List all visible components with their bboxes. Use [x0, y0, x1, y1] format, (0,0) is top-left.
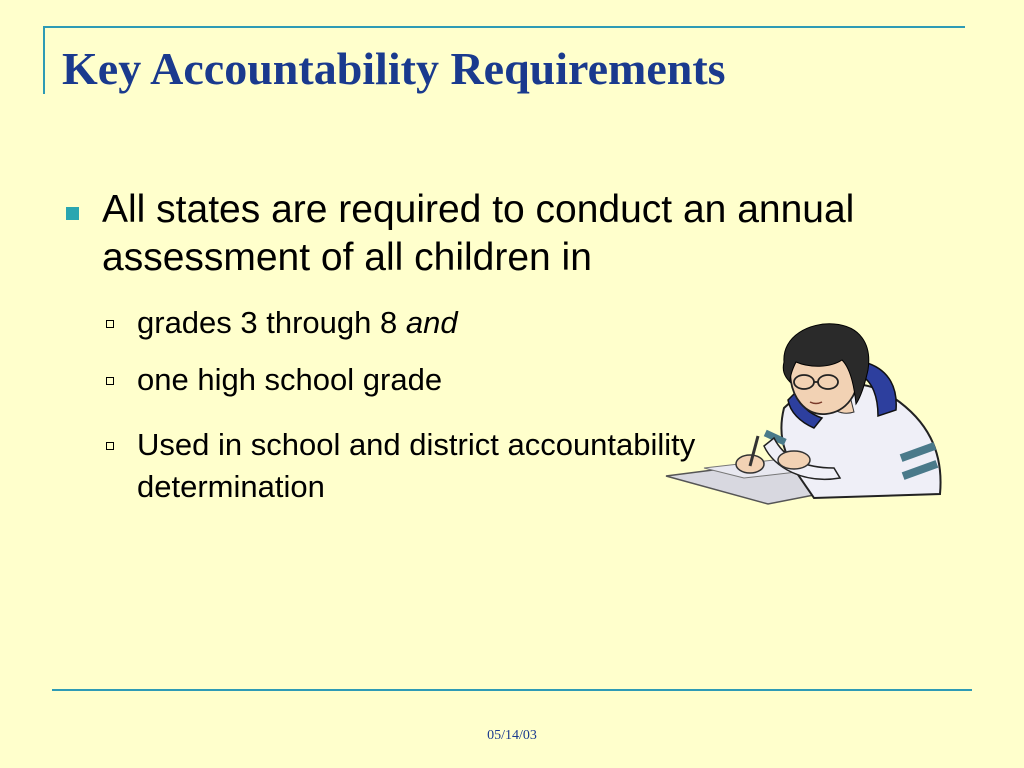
footer-date: 05/14/03 [487, 728, 537, 743]
hollow-square-bullet-icon [106, 377, 114, 385]
sub-bullet-high-school: one high school grade [137, 362, 443, 397]
square-bullet-icon [66, 207, 79, 220]
top-frame-line [43, 26, 965, 28]
sub-bullet-grades-emphasis: and [405, 305, 458, 340]
sub-bullet-grades [137, 303, 458, 343]
bottom-frame-line [52, 689, 972, 691]
main-bullet-text: All states are required to conduct an annual assessment of all children in [102, 188, 855, 279]
left-frame-line [43, 26, 45, 94]
student-writing-illustration-icon [664, 318, 954, 508]
sub-bullet-accountability: Used in school and district accountability determination [137, 427, 696, 504]
hollow-square-bullet-icon [106, 442, 114, 450]
sub-bullet-grades-text: grades 3 through 8 [137, 305, 406, 340]
hollow-square-bullet-icon [106, 320, 114, 328]
slide-title: Key Accountability Requirements [62, 43, 726, 94]
